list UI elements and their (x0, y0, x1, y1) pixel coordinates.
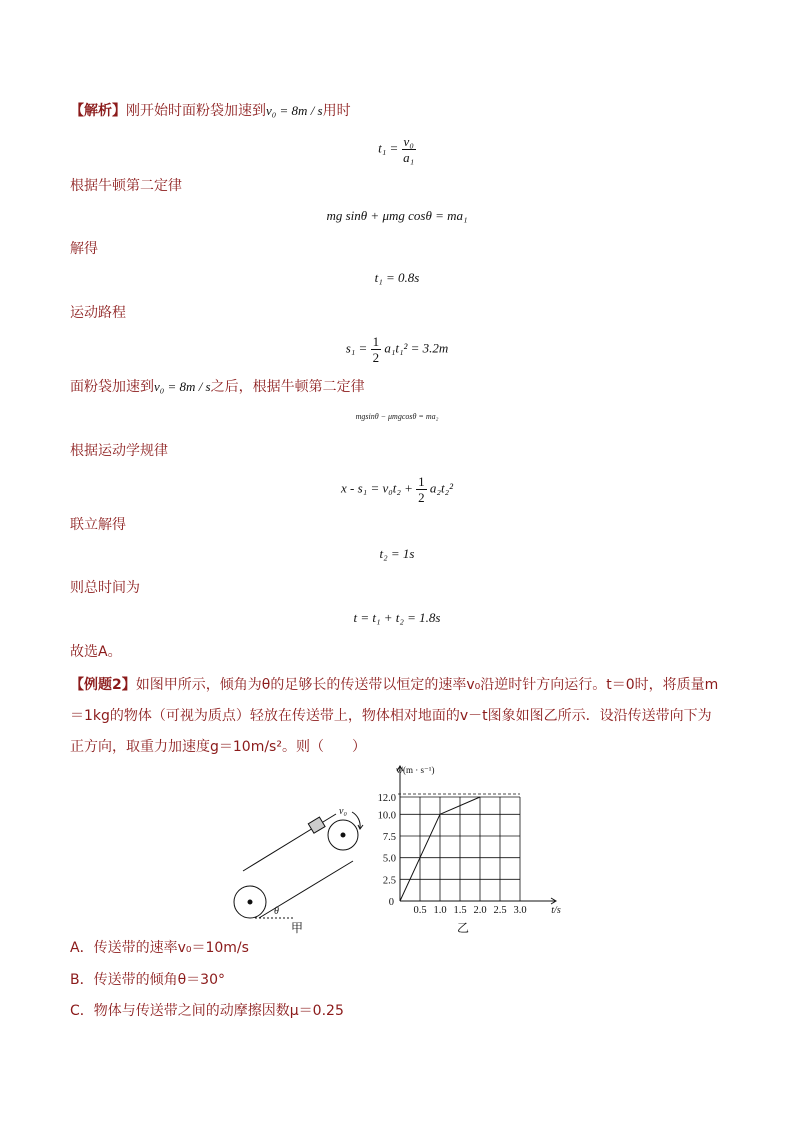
conveyor-belt (234, 812, 363, 918)
example-line-3: 正方向，取重力加速度g＝10m/s²。则（ ） (70, 739, 366, 755)
newton-law-line: 根据牛顿第二定律 (70, 178, 182, 194)
x-tick-label-1: 1.0 (433, 905, 447, 916)
example-line-1 (70, 675, 718, 695)
x-tick-label-2: 1.5 (453, 905, 467, 916)
example-label: 【例题2】 (70, 677, 136, 693)
x-axis-label: t/s (551, 905, 561, 916)
y-tick-label-0: 2.5 (382, 875, 396, 887)
eq1-num: v₀ (403, 134, 414, 149)
eq6-den: 2 (418, 490, 425, 505)
chart-labels (378, 765, 561, 935)
y-tick-label-3: 10.0 (377, 810, 396, 822)
eq6-num: 1 (418, 474, 425, 489)
chart-grid (398, 794, 520, 901)
total-time-line: 则总时间为 (70, 580, 140, 596)
caption-yi: 乙 (456, 921, 470, 935)
eq6-right: a₂t₂² (429, 480, 453, 496)
eq6-fraction (416, 474, 427, 505)
analysis-label: 【解析】 (70, 103, 126, 119)
combine-line: 联立解得 (70, 517, 126, 533)
option-b: B．传送带的倾角θ＝30° (70, 972, 225, 988)
answer-line: 故选A。 (70, 644, 122, 660)
example-text-1: 如图甲所示，倾角为θ的足够长的传送带以恒定的速率v₀沿逆时针方向运行。t＝0时，将质量m (135, 677, 719, 693)
eq7: t₂ = 1s (379, 546, 415, 561)
option-c: C．物体与传送带之间的动摩擦因数μ＝0.25 (70, 1003, 344, 1019)
equation-t1-value (0, 270, 794, 286)
distance-line: 运动路程 (70, 305, 126, 321)
eq4-fraction (371, 334, 382, 365)
eq8: t = t₁ + t₂ = 1.8s (353, 610, 441, 625)
equation-newton1 (0, 208, 794, 224)
lower-axle (248, 900, 252, 904)
analysis-text: 刚开始时面粉袋加速到 (126, 103, 266, 119)
figure-jia (225, 800, 375, 935)
analysis-line (70, 101, 351, 121)
speed-formula-2: v₀ = 8m / s (154, 379, 211, 394)
eq1-left: t₁ = (378, 140, 399, 156)
x-tick-label-3: 2.0 (473, 905, 487, 916)
eq2: mg sinθ + μmg cosθ = ma₁ (326, 208, 468, 223)
theta-label: θ (274, 906, 279, 917)
after-accel-line (70, 377, 365, 397)
x-tick-label-4: 2.5 (493, 905, 507, 916)
equation-t1 (0, 134, 794, 165)
option-a: A．传送带的速率v₀＝10m/s (70, 940, 249, 956)
y-tick-label-4: 12.0 (377, 793, 396, 804)
eq4-num: 1 (372, 334, 380, 349)
speed-formula: v₀ = 8m / s (266, 103, 323, 118)
equation-newton2: mgsinθ − μmgcosθ = ma₂ (355, 412, 439, 421)
eq1-fraction (402, 134, 416, 165)
y-axis-label: v/(m · s⁻¹) (396, 765, 435, 775)
after-accel-end: 之后，根据牛顿第二定律 (210, 379, 365, 395)
y-tick-label-1: 5.0 (382, 853, 396, 865)
equation-total (0, 610, 794, 626)
v0-label: v₀ (339, 806, 347, 817)
eq6-left: x - s₁ = v₀t₂ + (341, 480, 413, 496)
equation-s1 (0, 334, 794, 365)
eq4-left: s₁ = (345, 340, 368, 356)
upper-axle (341, 833, 345, 837)
origin-label: 0 (388, 897, 394, 908)
eq1-den: a₁ (403, 150, 415, 165)
eq4-right: a₁t₁² = 3.2m (384, 340, 449, 356)
vt-chart (370, 755, 570, 935)
equation-t2 (0, 546, 794, 562)
solve-line-1: 解得 (70, 241, 98, 257)
after-accel-text: 面粉袋加速到 (70, 379, 154, 395)
block-object (308, 817, 325, 833)
kinematics-line: 根据运动学规律 (70, 443, 168, 459)
eq4-den: 2 (372, 350, 380, 365)
equation-kinematics (0, 474, 794, 505)
y-tick-label-2: 7.5 (382, 832, 396, 843)
caption-jia: 甲 (291, 921, 304, 935)
analysis-end: 用时 (322, 103, 351, 119)
chart-axes (397, 766, 556, 904)
x-tick-label-5: 3.0 (513, 905, 527, 916)
x-tick-label-0: 0.5 (413, 905, 427, 916)
eq3: t₁ = 0.8s (374, 270, 420, 285)
example-line-2: ＝1kg的物体（可视为质点）轻放在传送带上，物体相对地面的v－t图象如图乙所示．设沿传送带向下为 (70, 708, 712, 724)
